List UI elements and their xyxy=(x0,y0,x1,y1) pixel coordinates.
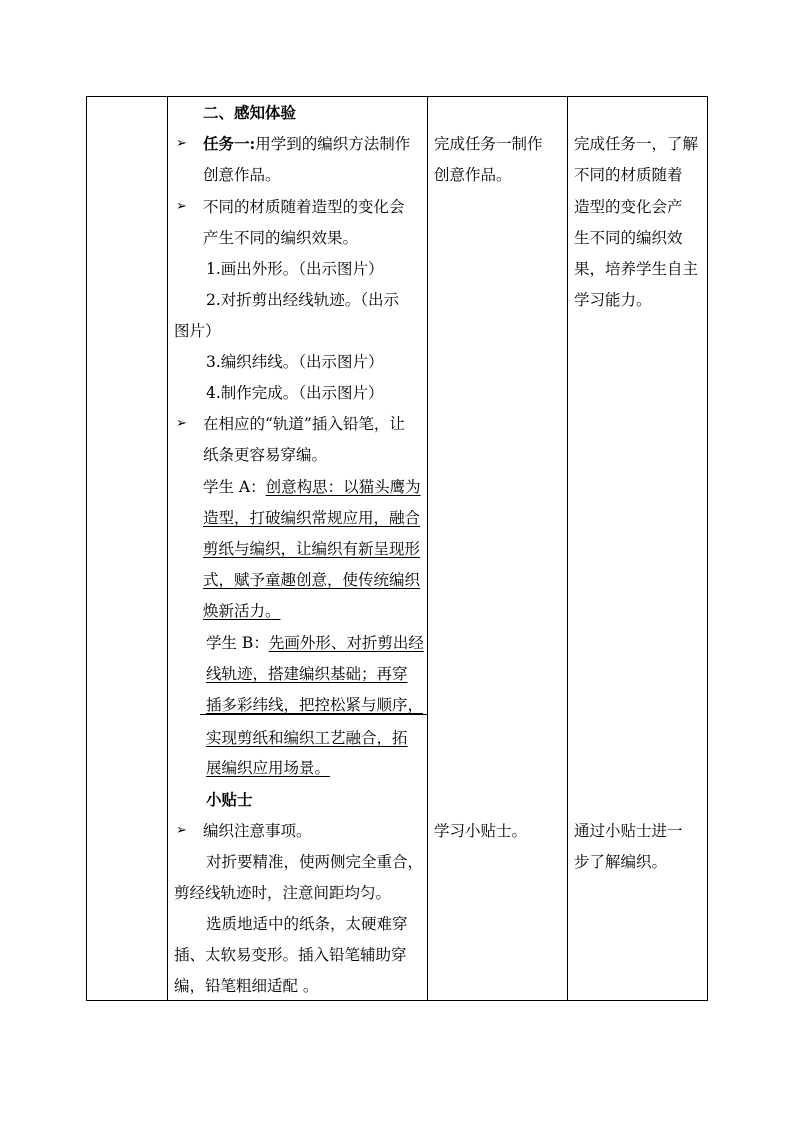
step-2-line2: 图片） xyxy=(174,322,221,340)
student-b-line3: 插多彩纬线，把控松紧与顺序， xyxy=(206,696,424,714)
purpose-line4: 生不同的编织效 xyxy=(574,229,683,247)
student-task1-line2: 创意作品。 xyxy=(434,166,512,184)
tips-purpose-line2: 步了解编织。 xyxy=(574,853,668,871)
student-a-label: 学生 A： xyxy=(203,478,266,496)
note2-line2: 插、太软易变形。插入铅笔辅助穿 xyxy=(174,946,407,964)
step-4: 4.制作完成。（出示图片） xyxy=(206,384,384,402)
section-title: 二、感知体验 xyxy=(203,103,297,122)
purpose-line1: 完成任务一，了解 xyxy=(574,135,699,153)
student-a-line1 xyxy=(203,478,421,496)
table-left-border xyxy=(86,96,87,1001)
purpose-line2: 不同的材质随着 xyxy=(574,166,683,184)
student-b-line5: 展编织应用场景。 xyxy=(206,759,331,777)
student-a-line4: 式，赋予童趣创意，使传统编织 xyxy=(203,571,421,589)
step-3: 3.编织纬线。（出示图片） xyxy=(206,353,384,371)
student-a-line5: 焕新活力。 xyxy=(203,602,281,620)
task1-line1 xyxy=(203,135,410,153)
tips-title: 小贴士 xyxy=(206,790,253,809)
pencil-line1: 在相应的“轨道”插入铅笔，让 xyxy=(203,415,405,433)
material-line1: 不同的材质随着造型的变化会 xyxy=(203,198,405,216)
table-bottom-border xyxy=(86,1000,708,1001)
student-a-line2: 造型，打破编织常规应用，融合 xyxy=(203,509,421,527)
arrowhead-bullet-icon: ➢ xyxy=(176,416,187,431)
arrowhead-bullet-icon: ➢ xyxy=(176,199,187,214)
table-right-border xyxy=(707,96,708,1001)
notes-title: 编织注意事项。 xyxy=(203,822,312,840)
student-task1-line1: 完成任务一制作 xyxy=(434,135,543,153)
student-b-line1 xyxy=(206,634,424,652)
student-a-text: 创意构思：以猫头鹰为 xyxy=(265,478,421,496)
student-b-text: 先画外形、对折剪出经 xyxy=(268,634,424,652)
arrowhead-bullet-icon: ➢ xyxy=(176,823,187,838)
student-a-line3: 剪纸与编织，让编织有新呈现形 xyxy=(203,540,421,558)
material-line2: 产生不同的编织效果。 xyxy=(203,229,359,247)
inner-rule xyxy=(200,714,427,715)
arrowhead-bullet-icon: ➢ xyxy=(176,136,187,151)
task1-line2: 创意作品。 xyxy=(203,166,281,184)
purpose-line5: 果，培养学生自主 xyxy=(574,260,699,278)
student-b-line4: 实现剪纸和编织工艺融合，拓 xyxy=(206,729,408,747)
col-divider-3 xyxy=(567,96,568,1001)
note1-line1: 对折要精准，使两侧完全重合， xyxy=(206,853,424,871)
purpose-line6: 学习能力。 xyxy=(574,291,652,309)
task1-label: 任务一: xyxy=(203,134,256,153)
step-1: 1.画出外形。（出示图片） xyxy=(206,260,384,278)
note2-line3: 编，铅笔粗细适配 。 xyxy=(174,977,319,995)
col-divider-2 xyxy=(427,96,428,1001)
student-b-label: 学生 B： xyxy=(206,634,269,652)
task1-text: 用学到的编织方法制作 xyxy=(255,135,411,153)
student-tips: 学习小贴士。 xyxy=(434,822,528,840)
note1-line2: 剪经线轨迹时，注意间距均匀。 xyxy=(174,884,392,902)
note2-line1: 选质地适中的纸条，太硬难穿 xyxy=(206,915,408,933)
table-top-border xyxy=(86,96,708,97)
pencil-line2: 纸条更容易穿编。 xyxy=(203,446,328,464)
step-2-line1: 2.对折剪出经线轨迹。（出示 xyxy=(206,291,400,309)
col-divider-1 xyxy=(167,96,168,1001)
purpose-line3: 造型的变化会产 xyxy=(574,198,683,216)
student-b-line2: 线轨迹，搭建编织基础；再穿 xyxy=(206,665,408,683)
tips-purpose-line1: 通过小贴士进一 xyxy=(574,822,683,840)
